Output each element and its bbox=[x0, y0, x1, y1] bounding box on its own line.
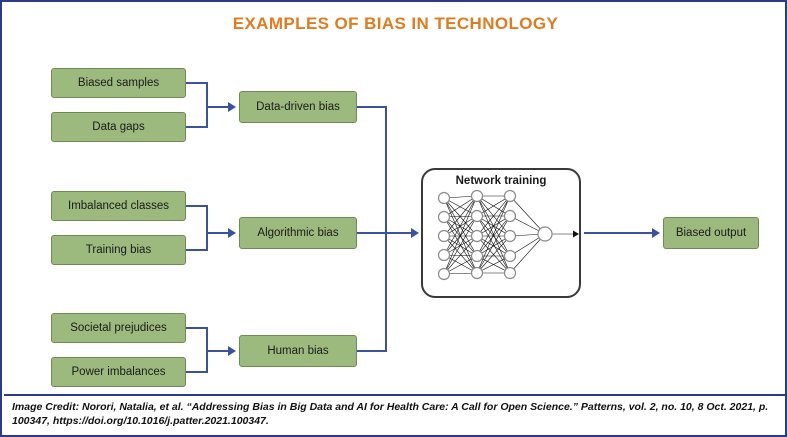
node-imbalanced-classes: Imbalanced classes bbox=[51, 191, 186, 221]
arrow-group2 bbox=[228, 228, 236, 238]
page-title: EXAMPLES OF BIAS IN TECHNOLOGY bbox=[232, 14, 559, 33]
connector-merge-out bbox=[385, 232, 411, 234]
node-power-imbalances: Power imbalances bbox=[51, 357, 186, 387]
node-data-gaps: Data gaps bbox=[51, 112, 186, 142]
caption-divider bbox=[4, 394, 787, 396]
connector-biased-samples bbox=[186, 82, 208, 84]
connector-group1-vertical bbox=[206, 82, 208, 128]
neural-network-graphic bbox=[421, 168, 581, 298]
node-biased-samples: Biased samples bbox=[51, 68, 186, 98]
arrow-group3 bbox=[228, 346, 236, 356]
connector-merge-vertical bbox=[385, 106, 387, 351]
connector-group2-out bbox=[206, 232, 228, 234]
arrow-merge bbox=[411, 228, 419, 238]
connector-data-gaps bbox=[186, 126, 208, 128]
node-training-bias: Training bias bbox=[51, 235, 186, 265]
network-training-label: Network training bbox=[455, 175, 547, 187]
connector-data-driven-to-merge bbox=[357, 106, 387, 108]
arrow-group1 bbox=[228, 102, 236, 112]
connector-power-imbalances bbox=[186, 371, 208, 373]
connector-training-bias bbox=[186, 249, 208, 251]
node-algorithmic-bias: Algorithmic bias bbox=[239, 217, 357, 249]
connector-group3-out bbox=[206, 350, 228, 352]
connector-output bbox=[584, 232, 652, 234]
node-data-driven-bias: Data-driven bias bbox=[239, 91, 357, 123]
connector-group1-out bbox=[206, 106, 228, 108]
connector-human-to-merge bbox=[357, 350, 387, 352]
connector-societal-prejudices bbox=[186, 327, 208, 329]
node-societal-prejudices: Societal prejudices bbox=[51, 313, 186, 343]
node-human-bias: Human bias bbox=[239, 335, 357, 367]
connector-imbalanced-classes bbox=[186, 205, 208, 207]
connector-group2-vertical bbox=[206, 205, 208, 251]
node-biased-output: Biased output bbox=[663, 217, 759, 249]
connector-algorithmic-to-merge bbox=[357, 232, 387, 234]
image-credit-caption: Image Credit: Norori, Natalia, et al. “Addressing Bias in Big Data and AI for Health Care: A Call for Open Science.” Patterns, vol. 2, no. 10, 8 Oct. 2021, p. 100347, https://doi.org/10.1016/j.patter.2021.100347. bbox=[12, 401, 769, 428]
arrow-output bbox=[652, 228, 660, 238]
